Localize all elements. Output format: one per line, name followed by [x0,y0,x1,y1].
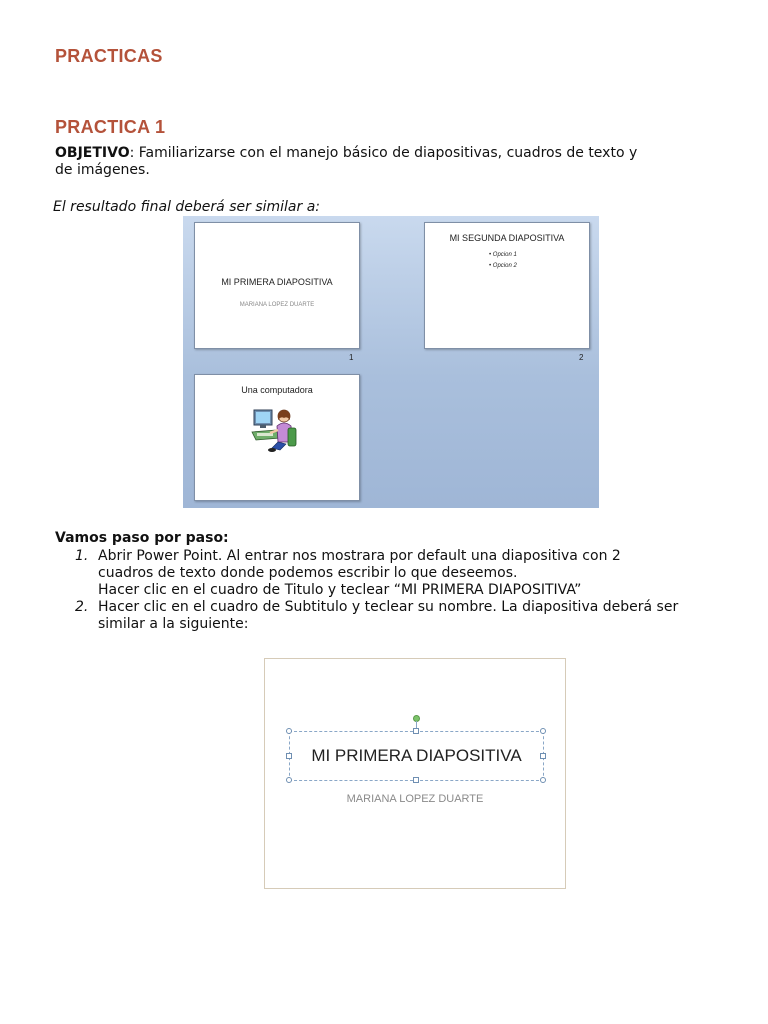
slide-1-subtitle: MARIANA LOPEZ DUARTE [239,302,315,308]
step-2-line2: similar a la siguiente: [98,616,249,632]
person-at-computer-icon [250,406,300,454]
steps-list [55,548,755,633]
slide-thumbnail-1 [194,222,360,349]
section-heading-practica-1: PRACTICA 1 [55,117,166,137]
page-heading-practicas: PRACTICAS [55,46,163,66]
resize-handle-bc [413,777,419,783]
resize-handle-tl [286,728,292,734]
step-2-line1: Hacer clic en el cuadro de Subtitulo y teclear su nombre. La diapositiva deberá ser [98,599,679,615]
resize-handle-ml [286,753,292,759]
step-1-line1: Abrir Power Point. Al entrar nos mostrara por default una diapositiva con 2 [98,548,621,564]
step-item-1 [55,548,755,599]
title-textbox [289,731,544,781]
resize-handle-tr [540,728,546,734]
slide-thumbnail-2 [424,222,590,349]
resize-handle-mr [540,753,546,759]
step-1-line3: Hacer clic en el cuadro de Titulo y teclear “MI PRIMERA DIAPOSITIVA” [98,582,582,598]
objetivo-paragraph [55,145,735,179]
objetivo-label: OBJETIVO [55,145,130,161]
slide-2-bullet-2: • Opcion 2 [489,263,517,269]
slide-3-title: Una computadora [241,385,313,395]
objetivo-text-line2: de imágenes. [55,162,150,178]
objetivo-text-line1: : Familiarizarse con el manejo básico de diapositivas, cuadros de texto y [129,145,638,161]
step-number-2: 2. [75,599,89,615]
slide-2-title: MI SEGUNDA DIAPOSITIVA [449,233,565,243]
slide-number-1: 1 [349,353,354,362]
step-number-1: 1. [75,548,89,564]
slide-title-text: MI PRIMERA DIAPOSITIVA [311,746,522,765]
pasos-heading: Vamos paso por paso: [55,530,229,546]
resize-handle-br [540,777,546,783]
slide-thumbnail-3 [194,374,360,501]
slide-2-bullet-1: • Opcion 1 [489,252,517,258]
resize-handle-bl [286,777,292,783]
step-item-2 [55,599,755,633]
resize-handle-tc [413,728,419,734]
resultado-intro: El resultado final deberá ser similar a: [53,199,320,215]
slide-subtitle-text: MARIANA LOPEZ DUARTE [346,793,484,805]
slide-1-title: MI PRIMERA DIAPOSITIVA [221,277,333,287]
slide-sorter-image [183,216,599,508]
step-1-line2: cuadros de texto donde podemos escribir lo que deseemos. [98,565,518,581]
slide-preview [264,658,566,889]
slide-number-2: 2 [579,353,584,362]
